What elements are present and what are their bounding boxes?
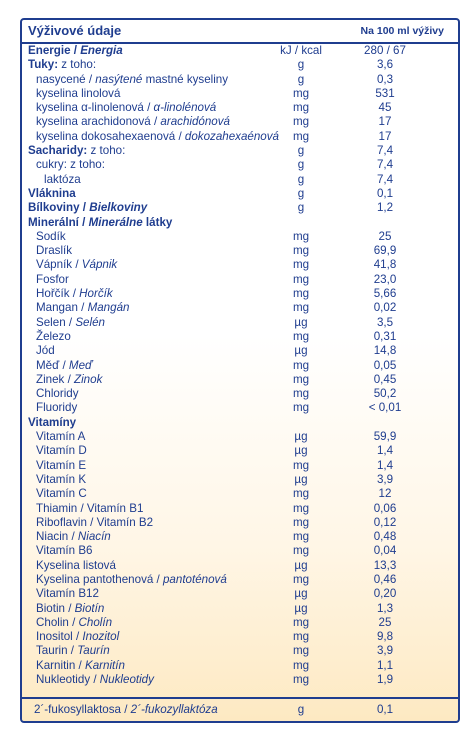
nutrient-name <box>36 559 116 573</box>
nutrient-name <box>36 573 227 587</box>
nutrient-value: 1,4 <box>376 444 394 458</box>
nutrient-row <box>22 201 458 215</box>
nutrient-value: 7,4 <box>376 172 394 186</box>
nutrient-unit: µg <box>294 472 308 486</box>
name-cz: Taurin / <box>36 644 78 658</box>
nutrient-value: 0,45 <box>373 372 397 386</box>
nutrient-value: 41,8 <box>373 258 397 272</box>
nutrient-name <box>36 273 69 287</box>
name-sk: Niacín <box>77 530 111 544</box>
nutrient-unit: mg <box>292 615 310 629</box>
nutrient-row <box>22 87 458 101</box>
nutrient-row <box>22 273 458 287</box>
nutrient-name <box>28 416 76 430</box>
name-cz: 2´-fukosyllaktosa / <box>34 703 131 716</box>
nutrient-value: 1,1 <box>376 658 394 672</box>
name-cz: Bílkoviny / <box>28 201 90 215</box>
nutrient-name <box>36 602 104 616</box>
nutrient-unit: mg <box>292 329 310 343</box>
nutrient-row <box>22 287 458 301</box>
nutrient-name <box>28 187 76 201</box>
nutrient-row <box>22 330 458 344</box>
nutrient-value: 50,2 <box>373 387 397 401</box>
name-sk: Bielkoviny <box>89 201 148 215</box>
nutrient-name <box>34 703 218 716</box>
nutrient-rows <box>22 44 458 687</box>
nutrient-row <box>22 316 458 330</box>
name-cz: Biotin / <box>36 601 75 615</box>
name-sk: Energia <box>80 44 123 57</box>
nutrient-unit: mg <box>292 487 310 501</box>
nutrient-name <box>36 73 228 87</box>
nutrient-row <box>22 73 458 87</box>
name-cz: Vitamíny <box>28 415 77 429</box>
nutrient-name <box>28 216 172 230</box>
nutrient-unit: mg <box>292 301 310 315</box>
name-sk: arachidónová <box>160 115 231 129</box>
name-cz: Zinek / <box>36 372 75 386</box>
nutrient-unit: µg <box>294 444 308 458</box>
nutrient-value: 17 <box>378 129 392 143</box>
nutrient-name <box>28 44 123 58</box>
nutrient-name <box>28 58 96 72</box>
name-sk: pantoténová <box>162 572 227 586</box>
name-cz: Vitamín C <box>36 487 87 501</box>
name-cz: Chloridy <box>36 387 79 401</box>
name-sk: Meď <box>68 358 93 372</box>
nutrient-name <box>36 87 120 101</box>
nutrient-value: 1,3 <box>376 601 394 615</box>
nutrient-unit: mg <box>292 287 310 301</box>
nutrient-unit: µg <box>294 315 308 329</box>
nutrient-value: 3,6 <box>376 58 394 72</box>
nutrient-value: 1,2 <box>376 201 394 215</box>
name-cz: Minerální / <box>28 215 89 229</box>
nutrient-value: 0,02 <box>373 301 397 315</box>
nutrient-value: 280 / 67 <box>364 44 406 57</box>
name-cz: laktóza <box>44 172 81 186</box>
name-sk: Selén <box>75 315 105 329</box>
nutrient-name <box>36 287 113 301</box>
name-cz: Niacin / <box>36 530 78 544</box>
nutrient-value: 12 <box>378 487 392 501</box>
nutrient-row <box>22 644 458 658</box>
nutrient-name <box>36 430 85 444</box>
nutrient-unit: g <box>297 201 305 215</box>
name-cz: kyselina dokosahexaenová / <box>36 129 185 143</box>
nutrient-row <box>22 301 458 315</box>
nutrient-name <box>36 230 66 244</box>
nutrient-name <box>36 644 110 658</box>
nutrient-unit: mg <box>292 101 310 115</box>
nutrient-name <box>36 630 119 644</box>
nutrient-value: 0,3 <box>376 72 394 86</box>
nutrient-unit: mg <box>292 86 310 100</box>
nutrient-row <box>22 416 458 430</box>
nutrient-row <box>22 144 458 158</box>
nutrient-value: 0,20 <box>373 587 397 601</box>
name-cz: Karnitin / <box>36 658 85 672</box>
nutrient-unit: mg <box>292 387 310 401</box>
nutrient-row <box>22 444 458 458</box>
nutrient-name <box>36 673 154 687</box>
nutrient-value: 9,8 <box>376 630 394 644</box>
nutrient-unit: mg <box>292 244 310 258</box>
nutrient-row <box>22 101 458 115</box>
nutrient-name <box>36 101 216 115</box>
nutrient-unit: µg <box>294 430 308 444</box>
nutrient-name <box>36 244 72 258</box>
nutrient-row <box>22 602 458 616</box>
nutrient-row <box>22 430 458 444</box>
nutrient-name <box>28 144 125 158</box>
nutrient-name <box>36 544 93 558</box>
name-cz: kyselina linolová <box>36 86 121 100</box>
nutrient-value: < 0,01 <box>368 401 402 415</box>
nutrient-value: 7,4 <box>376 144 394 158</box>
nutrient-name <box>36 387 79 401</box>
nutrition-table <box>20 18 460 723</box>
nutrient-value: 5,66 <box>373 287 397 301</box>
name-cz: Vitamín E <box>36 458 87 472</box>
nutrient-name <box>36 130 279 144</box>
nutrient-value: 13,3 <box>373 558 397 572</box>
nutrient-unit: mg <box>292 272 310 286</box>
nutrient-row <box>22 530 458 544</box>
name-cz: kyselina α-linolenová / <box>36 101 154 115</box>
nutrient-value: 59,9 <box>373 430 397 444</box>
nutrient-row <box>22 587 458 601</box>
nutrient-name <box>36 659 125 673</box>
nutrient-value: 0,46 <box>373 572 397 586</box>
nutrient-value: 3,9 <box>376 644 394 658</box>
per-100ml-label: Na 100 ml výživy <box>360 25 444 37</box>
nutrient-name <box>44 173 81 187</box>
nutrient-row <box>22 115 458 129</box>
nutrient-name <box>36 502 143 516</box>
name-cz: Nukleotidy / <box>36 673 100 687</box>
name-sk: Minerálne <box>88 215 143 229</box>
nutrient-name <box>36 158 105 172</box>
nutrient-unit: mg <box>292 644 310 658</box>
nutrient-name <box>28 201 147 215</box>
nutrient-name <box>36 330 71 344</box>
nutrient-row <box>22 373 458 387</box>
nutrient-row <box>22 130 458 144</box>
name-cz: Vitamín A <box>36 430 86 444</box>
nutrient-row <box>22 502 458 516</box>
nutrient-value: 0,04 <box>373 544 397 558</box>
name-sk: Karnitín <box>84 658 125 672</box>
name-cz: Vitamín K <box>36 472 87 486</box>
nutrient-name <box>36 301 129 315</box>
nutrient-value: 531 <box>375 86 395 100</box>
name-sk: Zinok <box>74 372 103 386</box>
nutrient-value: 17 <box>378 115 392 129</box>
name-cz: Thiamin / Vitamín B1 <box>36 501 144 515</box>
nutrient-value: 45 <box>378 101 392 115</box>
nutrient-unit: mg <box>292 358 310 372</box>
nutrient-unit: mg <box>292 401 310 415</box>
name-sk: Mangán <box>87 301 130 315</box>
nutrient-row <box>22 216 458 230</box>
nutrient-row <box>22 659 458 673</box>
name-suffix: z toho: <box>58 58 97 72</box>
nutrient-unit: mg <box>292 258 310 272</box>
name-sk: α-linolénová <box>153 101 217 115</box>
name-cz: Vitamín D <box>36 444 87 458</box>
name-cz: Vláknina <box>28 186 76 200</box>
name-cz: Železo <box>36 329 71 343</box>
nutrient-unit: g <box>297 158 305 172</box>
nutrient-name <box>36 316 105 330</box>
name-cz: Sodík <box>36 229 66 243</box>
nutrient-name <box>36 616 112 630</box>
name-cz: Měď / <box>36 358 69 372</box>
nutrient-unit: g <box>297 72 305 86</box>
name-sk: Cholín <box>78 615 113 629</box>
name-sk: 2´-fukozyllaktóza <box>130 703 218 716</box>
nutrient-value: 25 <box>378 615 392 629</box>
nutrient-row <box>22 616 458 630</box>
name-cz: Vápník / <box>36 258 82 272</box>
nutrient-name <box>36 473 86 487</box>
nutrient-row <box>22 258 458 272</box>
nutrient-name <box>36 401 77 415</box>
nutrient-unit: µg <box>294 344 308 358</box>
nutrient-unit: g <box>297 144 305 158</box>
nutrient-row <box>22 173 458 187</box>
nutrient-name <box>36 258 117 272</box>
nutrient-name <box>36 115 230 129</box>
name-cz: Kyselina listová <box>36 558 116 572</box>
nutrient-name <box>36 344 55 358</box>
nutrient-value: 0,48 <box>373 530 397 544</box>
nutrient-row <box>22 387 458 401</box>
name-cz: Fosfor <box>36 272 69 286</box>
nutrient-value: 0,31 <box>373 329 397 343</box>
nutrient-value: 1,9 <box>376 673 394 687</box>
nutrient-value: 3,5 <box>376 315 394 329</box>
nutrient-unit: mg <box>292 115 310 129</box>
nutrient-row <box>22 244 458 258</box>
nutrient-unit: mg <box>292 673 310 687</box>
nutrient-row <box>22 516 458 530</box>
name-sk: Inozitol <box>82 630 120 644</box>
nutrient-unit: µg <box>294 601 308 615</box>
name-cz: Energie / <box>28 44 81 57</box>
name-cz: Draslík <box>36 244 73 258</box>
nutrient-unit: µg <box>294 558 308 572</box>
name-cz: Vitamín B6 <box>36 544 93 558</box>
nutrient-row <box>22 230 458 244</box>
name-cz: nasycené / <box>36 72 96 86</box>
table-header <box>22 20 458 44</box>
name-cz: Tuky: <box>28 58 59 72</box>
nutrient-unit: mg <box>292 501 310 515</box>
nutrient-unit: g <box>297 703 305 716</box>
nutrient-name <box>36 487 87 501</box>
name-cz: Vitamín B12 <box>36 587 99 601</box>
nutrient-name <box>36 444 87 458</box>
nutrient-value: 3,9 <box>376 472 394 486</box>
nutrient-row <box>22 401 458 415</box>
name-cz: cukry: z toho: <box>36 158 105 172</box>
nutrient-value: 23,0 <box>373 272 397 286</box>
nutrient-name <box>36 359 92 373</box>
table-title: Výživové údaje <box>28 23 122 38</box>
nutrient-value: 0,05 <box>373 358 397 372</box>
name-sk: Biotín <box>74 601 105 615</box>
nutrient-name <box>36 373 102 387</box>
nutrient-value: 14,8 <box>373 344 397 358</box>
name-cz: Cholin / <box>36 615 79 629</box>
nutrient-unit: mg <box>292 544 310 558</box>
nutrient-value: 0,06 <box>373 501 397 515</box>
nutrient-row <box>22 673 458 687</box>
nutrient-unit: mg <box>292 229 310 243</box>
name-suffix: látky <box>142 215 173 229</box>
name-cz: Fluoridy <box>36 401 78 415</box>
nutrient-value: 0,1 <box>376 703 394 716</box>
name-sk: Nukleotidy <box>99 673 154 687</box>
nutrient-name <box>36 587 99 601</box>
nutrient-unit: g <box>297 172 305 186</box>
name-sk: Vápnik <box>81 258 118 272</box>
nutrient-unit: kJ / kcal <box>280 44 322 57</box>
nutrient-row <box>22 559 458 573</box>
nutrient-unit: mg <box>292 572 310 586</box>
nutrient-unit: mg <box>292 129 310 143</box>
nutrient-row <box>22 44 458 58</box>
table-footer-row <box>22 697 458 721</box>
name-cz: Riboflavin / Vitamín B2 <box>36 515 154 529</box>
nutrient-value: 1,4 <box>376 458 394 472</box>
name-cz: Sacharidy: <box>28 144 88 158</box>
nutrient-value: 7,4 <box>376 158 394 172</box>
name-sk: Taurín <box>77 644 110 658</box>
nutrient-unit: g <box>297 58 305 72</box>
nutrient-value: 69,9 <box>373 244 397 258</box>
nutrient-row <box>22 344 458 358</box>
name-suffix: mastné kyseliny <box>142 72 229 86</box>
name-cz: Mangan / <box>36 301 88 315</box>
nutrient-row <box>22 487 458 501</box>
nutrient-unit: mg <box>292 658 310 672</box>
nutrient-unit: mg <box>292 458 310 472</box>
nutrient-name <box>36 530 111 544</box>
nutrient-unit: mg <box>292 530 310 544</box>
nutrient-unit: mg <box>292 630 310 644</box>
nutrient-row <box>22 630 458 644</box>
nutrient-value: 0,12 <box>373 515 397 529</box>
name-cz: Inositol / <box>36 630 83 644</box>
name-cz: kyselina arachidonová / <box>36 115 161 129</box>
nutrient-row <box>22 473 458 487</box>
nutrient-unit: g <box>297 186 305 200</box>
name-suffix: z toho: <box>87 144 126 158</box>
name-cz: Hořčík / <box>36 287 80 301</box>
nutrient-unit: mg <box>292 372 310 386</box>
name-cz: Selen / <box>36 315 76 329</box>
nutrient-row <box>22 573 458 587</box>
nutrient-row <box>22 187 458 201</box>
nutrient-name <box>36 516 153 530</box>
name-sk: dokozahexaénová <box>184 129 280 143</box>
name-cz: Jód <box>36 344 55 358</box>
nutrient-unit: mg <box>292 515 310 529</box>
nutrient-row <box>22 359 458 373</box>
nutrient-value: 25 <box>378 229 392 243</box>
nutrient-name <box>36 459 86 473</box>
nutrient-row <box>22 544 458 558</box>
name-cz: Kyselina pantothenová / <box>36 572 163 586</box>
name-sk: nasýtené <box>95 72 143 86</box>
nutrient-row <box>22 58 458 72</box>
nutrient-unit: µg <box>294 587 308 601</box>
nutrient-value: 0,1 <box>376 186 394 200</box>
name-sk: Horčík <box>79 287 113 301</box>
nutrient-row <box>22 158 458 172</box>
nutrient-row <box>22 459 458 473</box>
